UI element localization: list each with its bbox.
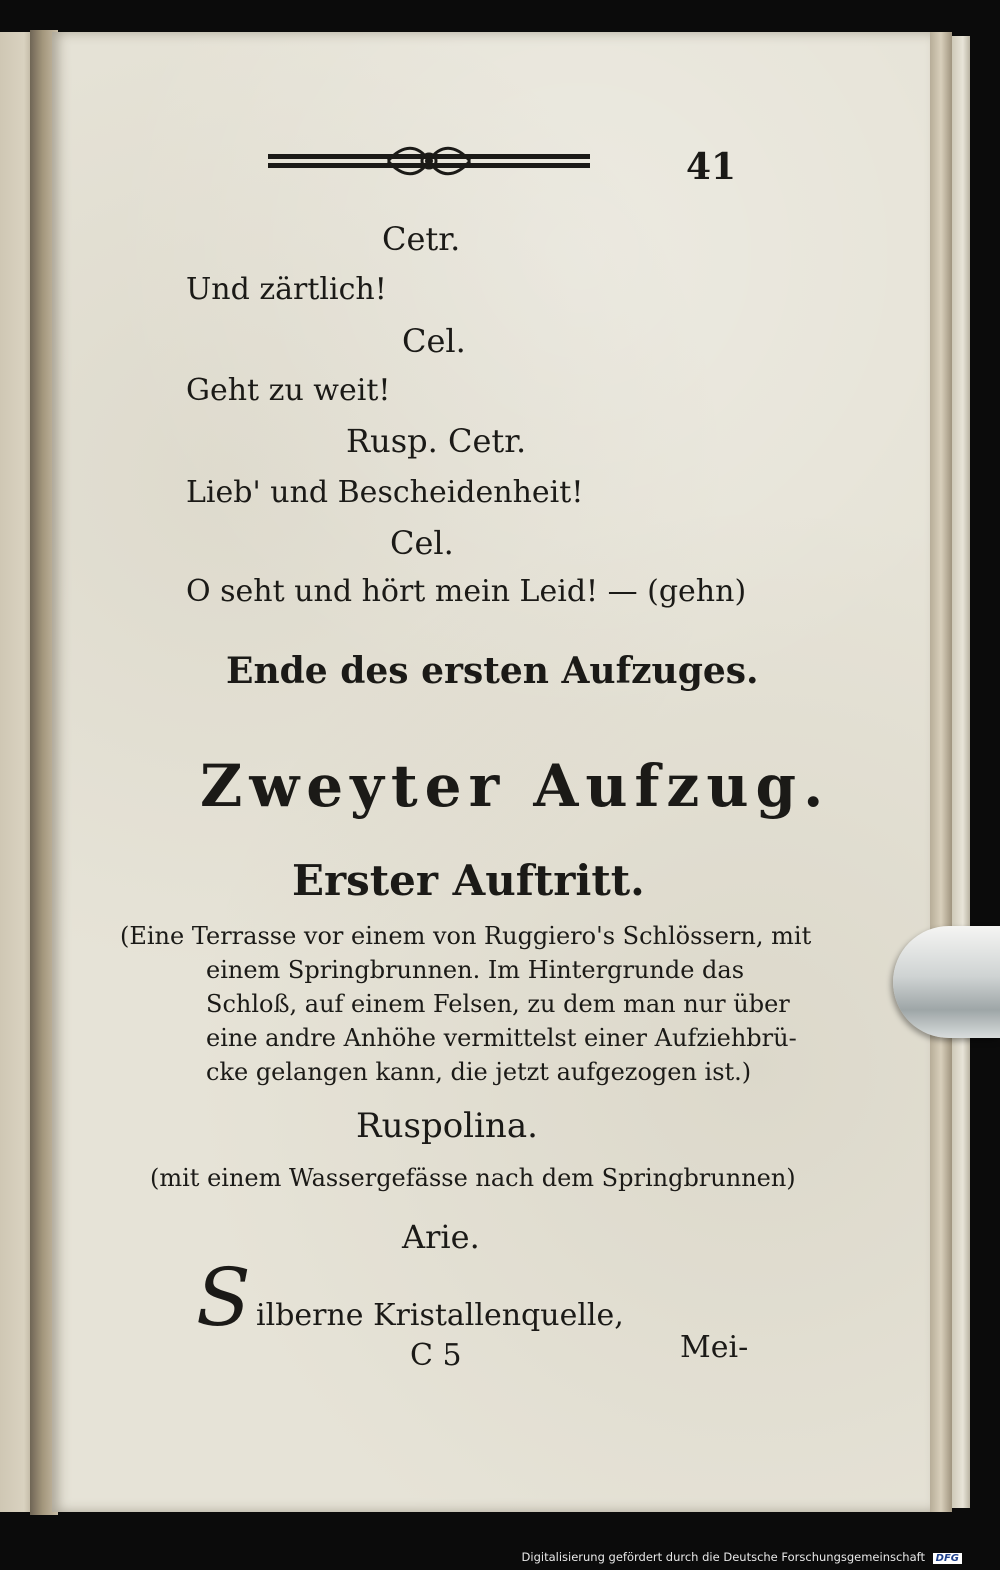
page-fore-edge xyxy=(930,32,952,1512)
page-fore-edge-back xyxy=(952,36,970,1508)
digitization-credit xyxy=(522,1550,962,1564)
stage-direction-line: Schloß, auf einem Felsen, zu dem man nur über xyxy=(206,990,790,1018)
aria-label: Arie. xyxy=(402,1218,480,1256)
stage-direction-line: eine andre Anhöhe vermittelst einer Aufziehbrü- xyxy=(206,1024,797,1052)
character-direction: (mit einem Wassergefässe nach dem Springbrunnen) xyxy=(150,1164,796,1192)
signature-mark: C 5 xyxy=(410,1338,462,1373)
dialogue-line: Lieb' und Bescheidenheit! xyxy=(186,475,584,510)
stage-direction-line: (Eine Terrasse vor einem von Ruggiero's Schlössern, mit xyxy=(120,922,812,950)
stage-direction-line: cke gelangen kann, die jetzt aufgezogen ist.) xyxy=(206,1058,752,1086)
page-clip xyxy=(893,926,1000,1038)
character-name: Ruspolina. xyxy=(356,1106,538,1146)
speaker-cel: Cel. xyxy=(390,524,454,562)
dialogue-line: O seht und hört mein Leid! — (gehn) xyxy=(186,574,747,609)
scene-title: Erster Auftritt. xyxy=(292,856,645,905)
page-number: 41 xyxy=(686,146,737,188)
catchword: Mei- xyxy=(680,1330,749,1365)
speaker-cetr: Cetr. xyxy=(382,220,461,258)
dfg-logo: DFG xyxy=(933,1553,962,1564)
act-title: Zweyter Aufzug. xyxy=(200,752,831,820)
speaker-rusp-cetr: Rusp. Cetr. xyxy=(346,422,527,460)
aria-first-line: ilberne Kristallenquelle, xyxy=(256,1298,624,1333)
credit-text: Digitalisierung gefördert durch die Deutsche Forschungsgemeinschaft xyxy=(521,1550,925,1564)
drop-cap: S xyxy=(196,1251,251,1344)
headpiece-ornament xyxy=(268,140,590,182)
stage-direction-line: einem Springbrunnen. Im Hintergrunde das xyxy=(206,956,745,984)
dialogue-line: Und zärtlich! xyxy=(186,272,387,307)
dialogue-line: Geht zu weit! xyxy=(186,373,391,408)
act-end-heading: Ende des ersten Aufzuges. xyxy=(226,650,759,692)
speaker-cel: Cel. xyxy=(402,322,466,360)
